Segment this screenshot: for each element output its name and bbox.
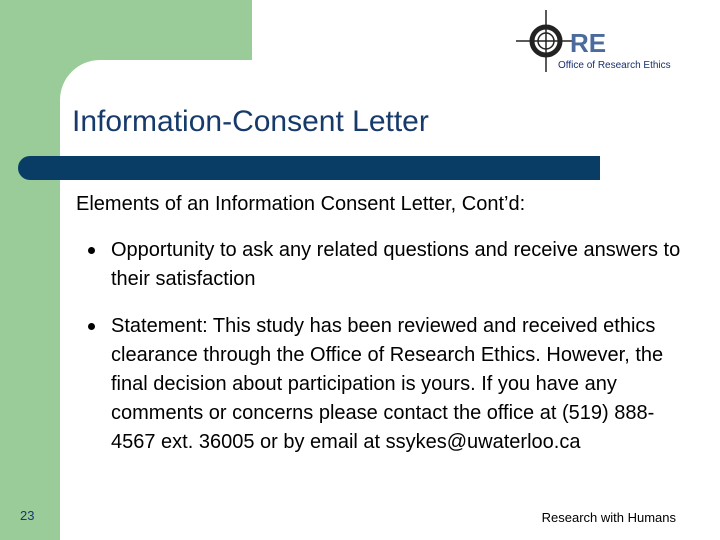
- bullet-item: [88, 236, 688, 294]
- slide-subheading: Elements of an Information Consent Letter, Cont’d:: [76, 193, 526, 215]
- logo-subtitle: Office of Research Ethics: [558, 60, 671, 71]
- bullet-item: [88, 312, 688, 457]
- bullet-dot-icon: [88, 323, 95, 330]
- title-rule: [18, 156, 600, 180]
- footer-text: Research with Humans: [541, 510, 676, 525]
- ore-logo: [512, 8, 682, 74]
- logo-mark: RE: [570, 28, 607, 58]
- bullet-text: Opportunity to ask any related questions and receive answers to their satisfaction: [111, 239, 681, 290]
- bullet-dot-icon: [88, 247, 95, 254]
- slide-title: Information-Consent Letter: [72, 105, 429, 138]
- bullet-text: Statement: This study has been reviewed and received ethics clearance through the Office of Research Ethics. However, the final decision about participation is yours. If you have any comments or concerns please contact the office at (519) 888-4567 ext. 36005 or by email at ssykes@uwaterloo.ca: [111, 315, 664, 453]
- green-side-bar: [0, 0, 60, 540]
- page-number: 23: [20, 508, 35, 523]
- bullet-list: [88, 236, 688, 475]
